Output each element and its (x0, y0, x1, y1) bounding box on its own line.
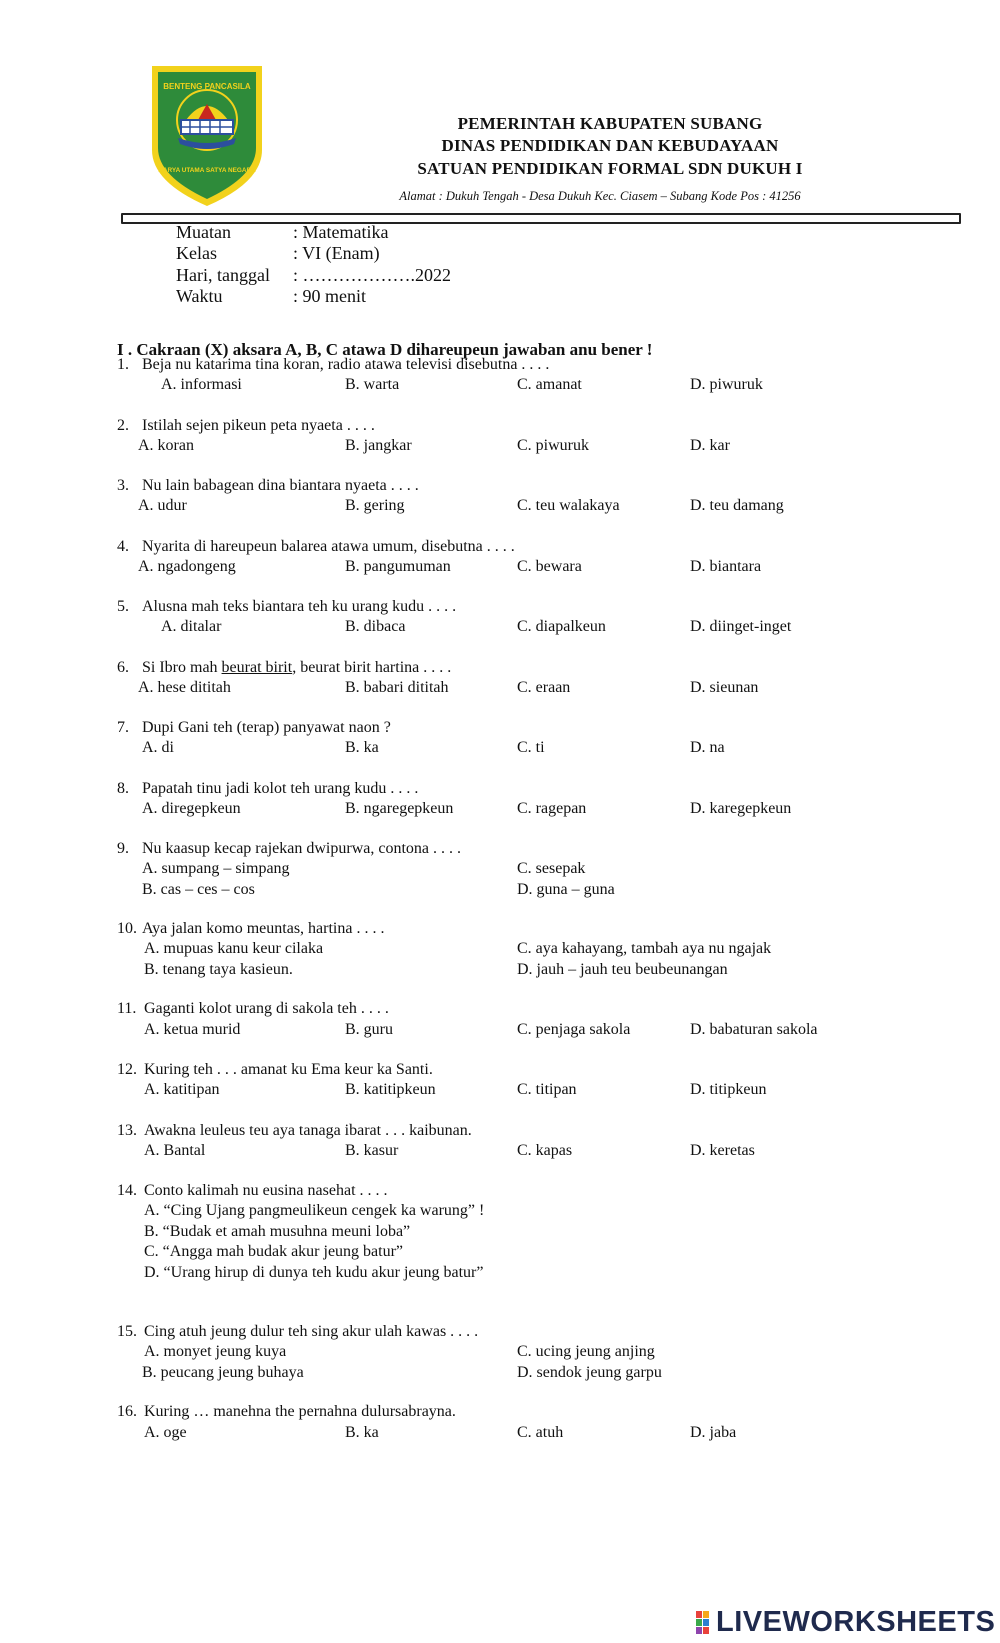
question-number: 7. (117, 719, 129, 736)
question-text: Kuring … manehna the pernahna dulursabrayna. (144, 1403, 456, 1420)
question-number: 1. (117, 356, 129, 373)
option-c[interactable]: C. sesepak (517, 860, 586, 877)
option-c[interactable]: C. amanat (517, 376, 582, 393)
option-a[interactable]: A. monyet jeung kuya (144, 1343, 287, 1360)
question-text: Nyarita di hareupeun balarea atawa umum, disebutna . . . . (142, 538, 515, 555)
option-b[interactable]: B. jangkar (345, 437, 412, 454)
option-b[interactable]: B. tenang taya kasieun. (144, 961, 293, 978)
option-b[interactable]: B. cas – ces – cos (142, 881, 255, 898)
header-address: Alamat : Dukuh Tengah - Desa Dukuh Kec. Ciasem – Subang Kode Pos : 41256 (399, 189, 801, 203)
question-text: Nu lain babagean dina biantara nyaeta . . . . (142, 477, 419, 494)
logo-text-top: BENTENG PANCASILA (163, 82, 251, 91)
question-number: 5. (117, 598, 129, 615)
option-b[interactable]: B. kasur (345, 1142, 399, 1159)
option-d[interactable]: D. piwuruk (690, 376, 763, 393)
logo-text-bottom: KARYA UTAMA SATYA NEGARA (158, 167, 256, 174)
question-text-pre: Si Ibro mah (142, 659, 222, 676)
option-d[interactable]: D. titipkeun (690, 1081, 767, 1098)
option-a[interactable]: A. hese dititah (138, 679, 231, 696)
option-b[interactable]: B. gering (345, 497, 405, 514)
option-a[interactable]: A. ditalar (161, 618, 222, 635)
option-b[interactable]: B. peucang jeung buhaya (142, 1364, 304, 1381)
question-number: 16. (117, 1403, 137, 1420)
option-d[interactable]: D. diinget-inget (690, 618, 792, 635)
option-b[interactable]: B. pangumuman (345, 558, 451, 575)
option-b[interactable]: B. “Budak et amah musuhna meuni loba” (144, 1223, 411, 1240)
option-c[interactable]: C. teu walakaya (517, 497, 620, 514)
kabupaten-emblem-logo (148, 62, 266, 210)
option-c[interactable]: C. ragepan (517, 800, 587, 817)
option-c[interactable]: C. aya kahayang, tambah aya nu ngajak (517, 940, 772, 957)
question-number: 9. (117, 840, 129, 857)
option-b[interactable]: B. ka (345, 1424, 379, 1441)
option-b[interactable]: B. dibaca (345, 618, 406, 635)
question-text: Cing atuh jeung dulur teh sing akur ulah kawas . . . . (144, 1323, 479, 1340)
question-text (142, 659, 451, 677)
option-a[interactable]: A. informasi (161, 376, 242, 393)
option-a[interactable]: A. ngadongeng (138, 558, 236, 575)
question-text: Aya jalan komo meuntas, hartina . . . . (142, 920, 385, 937)
question-text: Nu kaasup kecap rajekan dwipurwa, contona . . . . (142, 840, 461, 857)
question-number: 8. (117, 780, 129, 797)
info-value: : 90 menit (293, 286, 366, 306)
option-b[interactable]: B. babari dititah (345, 679, 449, 696)
option-c[interactable]: C. kapas (517, 1142, 573, 1159)
option-a[interactable]: A. “Cing Ujang pangmeulikeun cengek ka warung” ! (144, 1202, 485, 1219)
option-c[interactable]: C. eraan (517, 679, 571, 696)
info-value: : ……………….2022 (293, 265, 452, 285)
header-line-2: DINAS PENDIDIKAN DAN KEBUDAYAAN (441, 136, 779, 155)
option-b[interactable]: B. katitipkeun (345, 1081, 436, 1098)
option-a[interactable]: A. koran (138, 437, 194, 454)
option-a[interactable]: A. oge (144, 1424, 187, 1441)
instruction: I . Cakraan (X) aksara A, B, C atawa D dihareupeun jawaban anu bener ! (117, 340, 653, 359)
info-label: Muatan (176, 222, 231, 242)
header-divider (121, 213, 961, 224)
option-b[interactable]: B. ka (345, 739, 379, 756)
info-label: Kelas (176, 243, 217, 263)
option-d[interactable]: D. kar (690, 437, 730, 454)
question-text: Papatah tinu jadi kolot teh urang kudu . . . . (142, 780, 419, 797)
question-number: 13. (117, 1122, 137, 1139)
question-number: 12. (117, 1061, 137, 1078)
info-value: : VI (Enam) (293, 243, 380, 263)
question-number: 11. (117, 1000, 137, 1017)
option-a[interactable]: A. katitipan (144, 1081, 220, 1098)
option-d[interactable]: D. sieunan (690, 679, 759, 696)
question-number: 15. (117, 1323, 137, 1340)
option-c[interactable]: C. ti (517, 739, 545, 756)
question-text-post: , beurat birit hartina . . . . (292, 659, 452, 676)
question-text: Alusna mah teks biantara teh ku urang kudu . . . . (142, 598, 457, 615)
question-text: Awakna leuleus teu aya tanaga ibarat . . . kaibunan. (144, 1122, 472, 1139)
question-number: 3. (117, 477, 129, 494)
liveworksheets-logo-icon (696, 1611, 718, 1635)
question-text: Istilah sejen pikeun peta nyaeta . . . . (142, 417, 375, 434)
question-number: 6. (117, 659, 129, 676)
option-d[interactable]: D. na (690, 739, 725, 756)
option-b[interactable]: B. ngaregepkeun (345, 800, 454, 817)
info-muatan (176, 222, 389, 243)
question-number: 14. (117, 1182, 137, 1199)
option-c[interactable]: C. piwuruk (517, 437, 589, 454)
option-a[interactable]: A. sumpang – simpang (142, 860, 290, 877)
option-c[interactable]: C. ucing jeung anjing (517, 1343, 655, 1360)
option-d[interactable]: D. teu damang (690, 497, 784, 514)
option-d[interactable]: D. keretas (690, 1142, 755, 1159)
info-hari-tanggal (176, 265, 452, 286)
option-b[interactable]: B. guru (345, 1021, 393, 1038)
header-line-3: SATUAN PENDIDIKAN FORMAL SDN DUKUH I (417, 159, 803, 178)
option-a[interactable]: A. udur (138, 497, 187, 514)
option-c[interactable]: C. diapalkeun (517, 618, 606, 635)
option-a[interactable]: A. di (142, 739, 174, 756)
option-d[interactable]: D. biantara (690, 558, 762, 575)
question-number: 4. (117, 538, 129, 555)
option-d[interactable]: D. jauh – jauh teu beubeunangan (517, 961, 728, 978)
info-kelas (176, 243, 380, 264)
option-d[interactable]: D. sendok jeung garpu (517, 1364, 662, 1381)
option-d[interactable]: D. karegepkeun (690, 800, 792, 817)
question-text: Conto kalimah nu eusina nasehat . . . . (144, 1182, 388, 1199)
question-text: Beja nu katarima tina koran, radio atawa televisi disebutna . . . . (142, 356, 550, 373)
option-c[interactable]: C. bewara (517, 558, 582, 575)
question-text: Kuring teh . . . amanat ku Ema keur ka Santi. (144, 1061, 433, 1078)
info-value: : Matematika (293, 222, 389, 242)
info-label: Hari, tanggal (176, 265, 270, 285)
question-text: Gaganti kolot urang di sakola teh . . . . (144, 1000, 389, 1017)
question-number: 2. (117, 417, 129, 434)
option-c[interactable]: C. penjaga sakola (517, 1021, 631, 1038)
option-a[interactable]: A. diregepkeun (142, 800, 241, 817)
option-b[interactable]: B. warta (345, 376, 400, 393)
option-a[interactable]: A. ketua murid (144, 1021, 241, 1038)
option-d[interactable]: D. jaba (690, 1424, 737, 1441)
underlined-phrase: beurat birit (221, 659, 293, 676)
liveworksheets-watermark: LIVEWORKSHEETS (716, 1606, 996, 1638)
header-line-1: PEMERINTAH KABUPATEN SUBANG (457, 114, 763, 133)
info-waktu (176, 286, 366, 307)
option-c[interactable]: C. “Angga mah budak akur jeung batur” (144, 1243, 404, 1260)
info-label: Waktu (176, 286, 223, 306)
option-c[interactable]: C. titipan (517, 1081, 577, 1098)
question-number: 10. (117, 920, 137, 937)
option-a[interactable]: A. mupuas kanu keur cilaka (144, 940, 324, 957)
question-text: Dupi Gani teh (terap) panyawat naon ? (142, 719, 391, 736)
option-d[interactable]: D. babaturan sakola (690, 1021, 818, 1038)
option-d[interactable]: D. “Urang hirup di dunya teh kudu akur jeung batur” (144, 1264, 484, 1281)
option-a[interactable]: A. Bantal (144, 1142, 206, 1159)
option-d[interactable]: D. guna – guna (517, 881, 615, 898)
option-c[interactable]: C. atuh (517, 1424, 564, 1441)
